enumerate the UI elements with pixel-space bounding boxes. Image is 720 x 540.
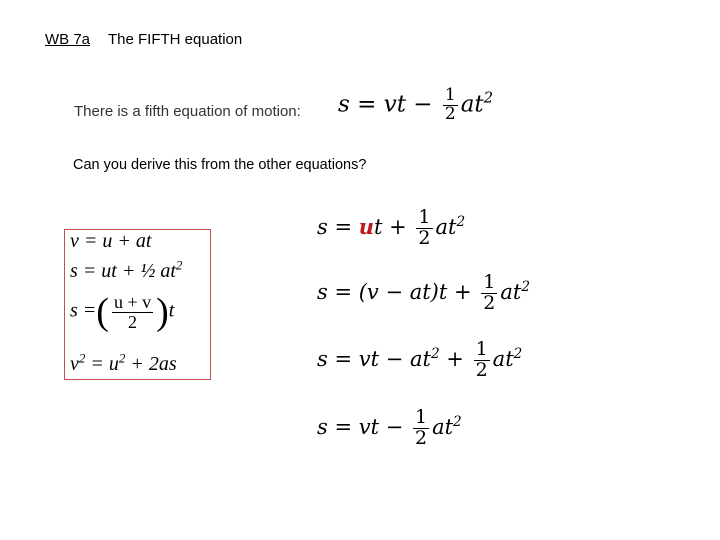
intro-text: There is a fifth equation of motion: — [74, 103, 301, 120]
equation-2-exponent: 2 — [175, 257, 183, 273]
step-4-left: s = vt − — [317, 414, 410, 439]
equation-3-numerator: u + v — [113, 291, 152, 312]
worksheet-label: WB 7a — [45, 31, 91, 48]
half-fraction — [443, 87, 458, 124]
step-3-mid: + — [439, 346, 471, 371]
equation-3-fraction — [112, 293, 153, 332]
step-2-left: s = (v − at)t + — [317, 279, 479, 304]
equations-box — [64, 229, 211, 380]
step-3-right: at — [492, 346, 514, 371]
step-1-right: at — [435, 214, 457, 239]
equation-4 — [70, 350, 177, 376]
term-vt: vt — [383, 91, 406, 118]
step-3-denominator: 2 — [475, 358, 488, 381]
derivation-step-3 — [317, 340, 522, 381]
step-1-fraction — [416, 208, 432, 249]
step-4-numerator: 1 — [414, 406, 428, 428]
equation-3-left: s = — [70, 299, 97, 322]
step-2-right: at — [500, 279, 522, 304]
equation-3-denominator: 2 — [128, 311, 138, 332]
step-1-highlight: u — [358, 213, 375, 239]
step-1-exponent: 2 — [456, 213, 466, 230]
step-3-exponent-1: 2 — [430, 345, 440, 362]
step-4-right: at — [432, 414, 454, 439]
equation-3 — [70, 290, 174, 334]
step-2-fraction — [481, 273, 497, 314]
question-text: Can you derive this from the other equations? — [73, 157, 367, 173]
step-1-numerator: 1 — [418, 206, 431, 228]
equation-2-main: s = ut + ½ at — [70, 260, 176, 282]
left-paren: ( — [96, 291, 109, 333]
equals-sign: = — [357, 91, 377, 118]
fraction-denominator: 2 — [444, 103, 456, 124]
exponent: 2 — [483, 88, 494, 107]
fraction-numerator: 1 — [444, 85, 456, 105]
step-3-left: s = vt − at — [317, 346, 431, 371]
step-2-denominator: 2 — [483, 291, 496, 314]
step-1-left: s = — [317, 214, 359, 239]
step-3-fraction — [474, 340, 490, 381]
page-title: The FIFTH equation — [108, 31, 243, 48]
equation-4-exponent-v: 2 — [78, 350, 86, 366]
equation-4-v: v — [70, 353, 79, 375]
equation-2 — [70, 257, 183, 283]
minus-sign: − — [413, 91, 433, 118]
derivation-step-1 — [317, 208, 465, 249]
equation-1: v = u + at — [70, 230, 152, 252]
equation-3-right: t — [168, 299, 175, 322]
derivation-step-4 — [317, 408, 462, 449]
equation-4-end: + 2as — [125, 353, 177, 375]
fifth-equation — [338, 87, 493, 124]
step-1-mid: t + — [374, 214, 414, 239]
symbol-s: s — [338, 91, 350, 118]
derivation-step-2 — [317, 273, 530, 314]
step-2-exponent: 2 — [521, 278, 531, 295]
equation-4-mid: = u — [85, 353, 119, 375]
step-4-denominator: 2 — [414, 426, 428, 449]
equation-4-exponent-u: 2 — [118, 350, 126, 366]
step-1-denominator: 2 — [418, 226, 431, 249]
step-4-exponent: 2 — [453, 413, 462, 430]
step-3-exponent-2: 2 — [513, 345, 523, 362]
right-paren: ) — [156, 291, 169, 333]
step-3-numerator: 1 — [475, 338, 488, 360]
step-2-numerator: 1 — [483, 271, 496, 293]
step-4-fraction — [413, 408, 429, 449]
term-at: at — [460, 91, 484, 118]
